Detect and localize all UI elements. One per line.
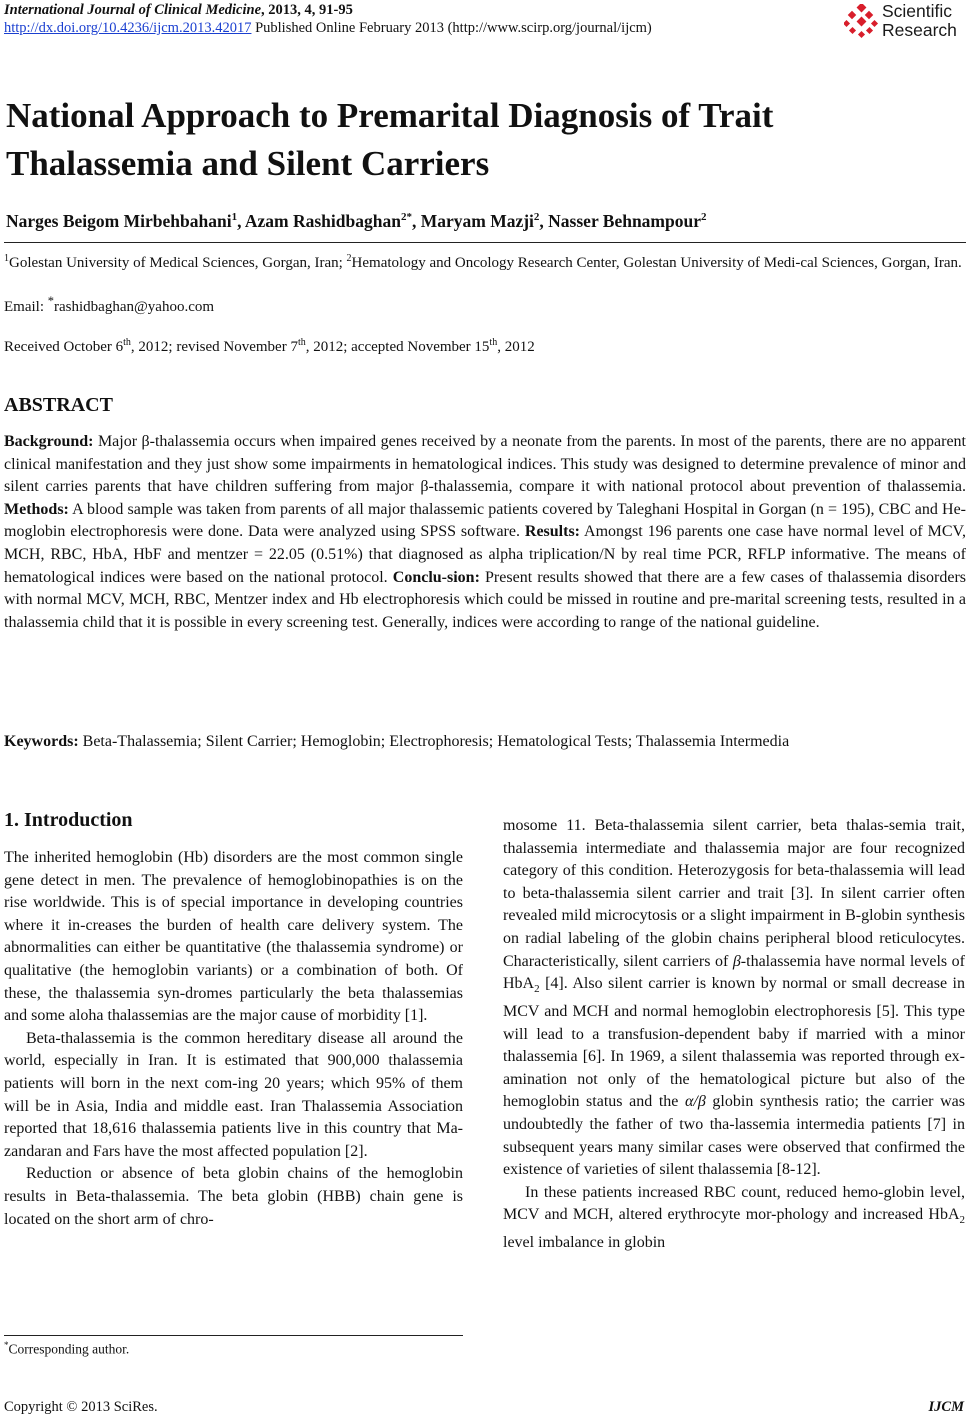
accepted-text: , 2012; accepted November 15: [305, 339, 490, 355]
footnote-divider: [4, 1335, 463, 1336]
section-heading-introduction: 1. Introduction: [4, 809, 133, 831]
paragraph: [503, 1182, 965, 1255]
paragraph: The inherited hemoglobin (Hb) disorders are the most common single gene detect in men. The prevalence of hemoglobinopathies is on the rise worldwide. This is of special importance in developing countries where it in-creases the burden of health care delivery system. The abnormalities can either be quantitative (the thalassemia syndrome) or qualitative (the hemoglobin variants) or a combination of both. Of these, the thalassemia syn-dromes particularly the beta thalassemias and some aloha thalassemias are the major cause of morbidity [1].: [4, 849, 463, 1025]
background-label: Background:: [4, 433, 94, 450]
email-label: Email:: [4, 299, 48, 315]
footnote-text: Corresponding author.: [8, 1341, 130, 1357]
paragraph-text: -thalassemia have normal levels of HbA: [503, 952, 966, 993]
author-name: Nasser Behnampour: [548, 211, 701, 231]
paragraph: Reduction or absence of beta globin chains of the hemoglobin results in Beta-thalassemia. The beta globin (HBB) chain gene is located on the short arm of chro-: [4, 1165, 463, 1228]
doi-link[interactable]: http://dx.doi.org/10.4236/ijcm.2013.42017: [4, 20, 252, 36]
subscript: 2: [959, 1214, 965, 1227]
right-column: [503, 815, 965, 1255]
paragraph-text: level imbalance in globin: [503, 1234, 666, 1252]
doi-line: [4, 20, 652, 37]
author-separator: ,: [539, 211, 549, 231]
publisher-logo[interactable]: [844, 2, 962, 42]
keywords-label: Keywords:: [4, 733, 79, 750]
affil-text: Golestan University of Medical Sciences, Gorgan, Iran;: [9, 255, 347, 271]
paragraph: Beta-thalassemia is the common hereditary disease all around the world, especially in Iran. It is estimated that 900,000 thalassemia patients will born in the next com-ing 20 years; which 95% of them will be in Asia, India and middle east. Iran Thalassemia Association reported that 18,616 thalassemia patients live in this country that Ma-zandaran and Fars have the most affected population [2].: [4, 1029, 463, 1160]
authors-divider: [4, 242, 966, 243]
journal-abbreviation: IJCM: [928, 1399, 964, 1415]
journal-issue: , 2013, 4, 91-95: [261, 2, 353, 18]
published-text: Published Online February 2013 (http://www.scirp.org/journal/ijcm): [251, 20, 652, 36]
author-affil-sup: 1: [231, 211, 238, 224]
author-name: Azam Rashidbaghan: [244, 211, 401, 231]
conclusion-text: Present results showed that there are a few cases of thalassemia disorders with normal MCV, MCH, RBC, Mentzer index and Hb electrophoresis which could be missed in routine and pre-marital screening tests, resulted in a thalassemia child that it is possible in every screening test. Generally, indices were according to range of the national guideline.: [4, 568, 967, 631]
email-address[interactable]: rashidbaghan@yahoo.com: [54, 299, 215, 315]
paragraph-text: In these patients increased RBC count, reduced hemo-globin level, MCV and MCH, altered erythrocyte mor-phology and increased HbA: [503, 1183, 965, 1224]
ordinal-sup: th: [489, 337, 498, 348]
author-separator: ,: [411, 211, 421, 231]
paragraph-text: globin synthesis ratio; the carrier was undoubtedly the father of two tha-lassemia intermedia patients [7] in subsequent years many similar cases were observed that confirmed the existence of varieties of silent thalassemia [8-12].: [503, 1093, 965, 1179]
keywords-text: Beta-Thalassemia; Silent Carrier; Hemoglobin; Electrophoresis; Hematological Tests; Thalassemia Intermedia: [82, 733, 790, 750]
email-sup: *: [47, 294, 54, 308]
year-text: , 2012: [497, 339, 535, 355]
paragraph: [503, 815, 965, 1182]
author-affil-sup: 2*: [400, 211, 412, 224]
logo-line1: Scientific: [882, 1, 953, 21]
logo-line2: Research: [882, 20, 957, 40]
received-text: Received October 6: [4, 339, 124, 355]
conclusion-label: Conclu-sion:: [387, 568, 480, 586]
author-name: Maryam Mazji: [420, 211, 534, 231]
ordinal-sup: th: [123, 337, 131, 348]
revised-text: , 2012; revised November 7: [130, 339, 298, 355]
methods-text: A blood sample was taken from parents of all major thalassemic patients covered by Taleghani Hospital in Gorgan (n = 195), CBC and He-moglobin electrophoresis were done. Data were analyzed using SPSS software.: [4, 500, 966, 541]
footnote: [4, 1340, 129, 1358]
affil-sup: 2: [346, 253, 352, 264]
affil-sup: 1: [4, 253, 9, 264]
results-label: Results:: [520, 523, 581, 541]
journal-header: [4, 2, 353, 19]
email-line: [4, 294, 214, 316]
paragraph-text: [4]. Also silent carrier is known by normal or small decrease in MCV and MCH and normal hemoglobin electrophoresis [5]. This type will lead to a transfusion-dependent baby if married with a minor thalassemia [6]. In 1969, a silent thalassemia was reported through ex-amination not only of the hematological picture but also of the hemoglobin status and the: [503, 975, 965, 1111]
author-separator: ,: [237, 211, 245, 231]
journal-name: International Journal of Clinical Medicine: [4, 2, 262, 18]
ordinal-sup: th: [297, 337, 306, 348]
affiliations: [4, 249, 966, 274]
affil-text: Hematology and Oncology Research Center, Golestan University of Medi-cal Sciences, Gorgan, Iran.: [351, 255, 962, 271]
logo-text: [882, 2, 957, 40]
author-name: Narges Beigom Mirbehbahani: [6, 211, 232, 231]
keywords: [4, 731, 966, 754]
subscript: 2: [534, 983, 540, 996]
paragraph-text: mosome 11. Beta-thalassemia silent carrier, beta thalas-semia trait, thalassemia intermediate and thalassemia major are four recognized category of this condition. Heterozygosis for beta-thalassemia will lead to beta-thalassemia silent carrier and trait [3]. In silent carrier often revealed mild microcytosis or a slight impairment in B-globin synthesis on radial labeling of the globin chains peripheral blood reticulocytes. Characteristically, silent carriers of: [503, 817, 965, 970]
abstract-body: [4, 431, 966, 634]
footnote-sup: *: [4, 1340, 9, 1350]
beta-symbol: β: [732, 952, 741, 970]
article-title: National Approach to Premarital Diagnosis of Trait Thalassemia and Silent Carriers: [6, 96, 774, 183]
received-dates: [4, 337, 535, 356]
author-list: [6, 211, 707, 232]
alpha-beta-symbol: α/β: [685, 1093, 706, 1111]
author-affil-sup: 2: [701, 211, 707, 224]
background-text: Major β-thalassemia occurs when impaired genes received by a neonate from the parents. In most of the parents, there are no apparent clinical manifestation and they just show some impairments in hematological indices. This study was designed to determine prevalence of minor and silent carries parents that have children suffering from major β-thalassemia, compare it with national protocol about prevention of thalassemia.: [4, 433, 966, 496]
author-affil-sup: 2: [533, 211, 540, 224]
copyright: Copyright © 2013 SciRes.: [4, 1399, 158, 1415]
abstract-heading: ABSTRACT: [4, 394, 113, 416]
results-text: Amongst 196 parents one case have normal level of MCV, MCH, RBC, HbA, HbF and mentzer = 22.05 (0.51%) that diagnosed as alpha triplication/N by real time PCR, RFLP informative. The means of hematological indices were based on the national protocol.: [4, 523, 966, 586]
methods-label: Methods:: [4, 500, 69, 518]
logo-mark-icon: [844, 4, 880, 40]
left-column: [4, 847, 463, 1231]
